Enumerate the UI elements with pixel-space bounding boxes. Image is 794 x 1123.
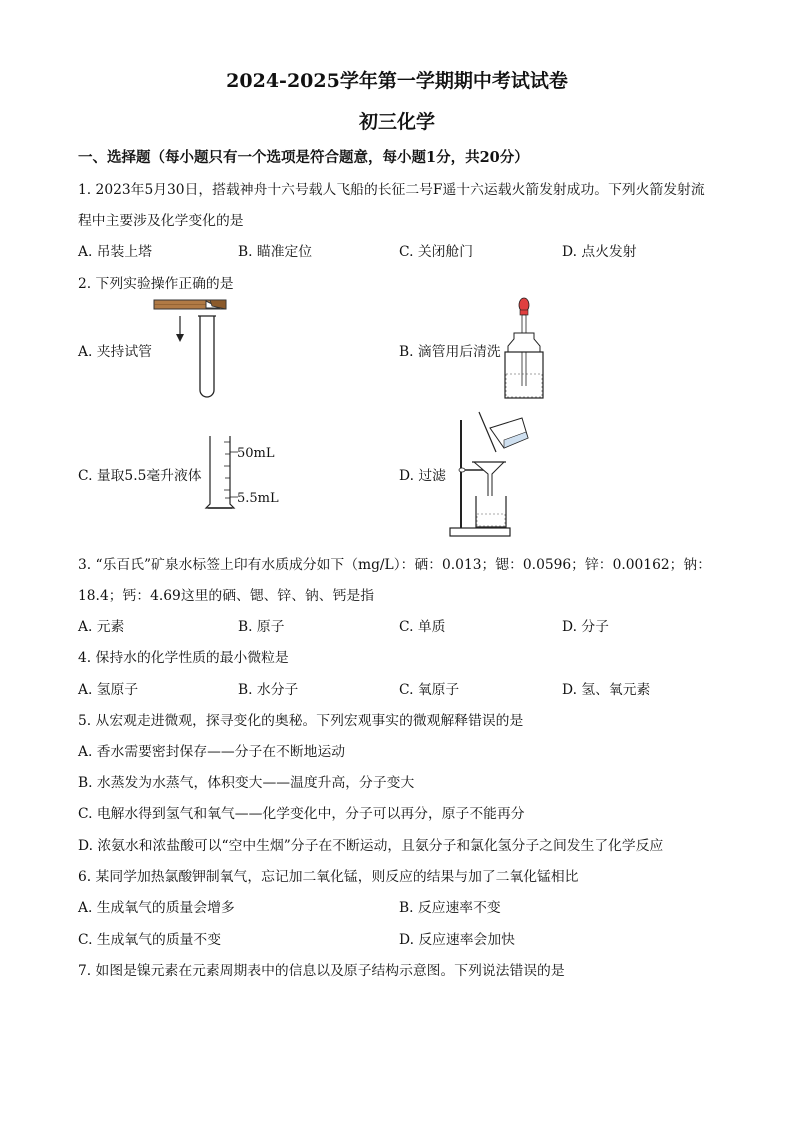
q5-option-a: A. 香水需要密封保存——分子在不断地运动: [78, 744, 346, 760]
q5-option-c: C. 电解水得到氢气和氧气——化学变化中，分子可以再分，原子不能再分: [78, 806, 525, 822]
cylinder-label-50ml: 50mL: [237, 446, 275, 461]
q3-option-d: D. 分子: [562, 619, 609, 635]
q5-option-d: D. 浓氨水和浓盐酸可以“空中生烟”分子在不断运动，且氨分子和氯化氢分子之间发生了化学反应: [78, 838, 664, 854]
question-6-stem: 6. 某同学加热氯酸钾制氧气，忘记加二氧化锰，则反应的结果与加了二氧化锰相比: [78, 869, 579, 885]
q2-option-c: C. 量取5.5毫升液体: [78, 468, 202, 484]
q1-option-d: D. 点火发射: [562, 244, 637, 260]
q4-option-a: A. 氢原子: [78, 682, 139, 698]
q2-option-b: B. 滴管用后清洗: [399, 344, 501, 360]
q1-option-c: C. 关闭舱门: [399, 244, 474, 260]
section-heading: 一、选择题（每小题只有一个选项是符合题意，每小题1分，共20分）: [78, 149, 529, 166]
q6-option-a: A. 生成氧气的质量会增多: [78, 900, 235, 916]
q3-option-c: C. 单质: [399, 619, 446, 635]
q6-option-d: D. 反应速率会加快: [399, 932, 515, 948]
q4-option-c: C. 氧原子: [399, 682, 460, 698]
cylinder-label-5-5ml: 5.5mL: [237, 491, 279, 506]
q4-option-b: B. 水分子: [238, 682, 299, 698]
question-5-stem: 5. 从宏观走进微观，探寻变化的奥秘。下列宏观事实的微观解释错误的是: [78, 713, 524, 729]
q3-option-b: B. 原子: [238, 619, 285, 635]
question-3-line-2: 18.4；钙：4.69这里的硒、锶、锌、钠、钙是指: [78, 588, 374, 604]
q6-option-b: B. 反应速率不变: [399, 900, 501, 916]
q6-option-c: C. 生成氧气的质量不变: [78, 932, 222, 948]
question-4-stem: 4. 保持水的化学性质的最小微粒是: [78, 650, 289, 666]
q1-option-b: B. 瞄准定位: [238, 244, 313, 260]
graduated-cylinder-icon: [204, 432, 294, 514]
question-7-stem: 7. 如图是镍元素在元素周期表中的信息以及原子结构示意图。下列说法错误的是: [78, 963, 565, 979]
question-1-line-2: 程中主要涉及化学变化的是: [78, 213, 244, 229]
q5-option-b: B. 水蒸发为水蒸气，体积变大——温度升高，分子变大: [78, 775, 415, 791]
q1-option-a: A. 吊装上塔: [78, 244, 152, 260]
dropper-bottle-icon: [500, 296, 550, 402]
question-2-stem: 2. 下列实验操作正确的是: [78, 276, 234, 292]
q2-option-d: D. 过滤: [399, 468, 446, 484]
filtration-apparatus-icon: [446, 410, 532, 540]
question-3-line-1: 3. “乐百氏”矿泉水标签上印有水质成分如下（mg/L）：硒：0.013；锶：0.0596；锌：0.00162；钠：: [78, 557, 712, 573]
page-subtitle: 初三化学: [358, 111, 435, 133]
test-tube-clamp-icon: [150, 298, 250, 400]
q4-option-d: D. 氢、氧元素: [562, 682, 651, 698]
q2-option-a: A. 夹持试管: [78, 344, 152, 360]
question-1-line-1: 1. 2023年5月30日，搭载神舟十六号载人飞船的长征二号F遥十六运载火箭发射成功。下列火箭发射流: [78, 182, 705, 198]
q3-option-a: A. 元素: [78, 619, 125, 635]
page-title: 2024-2025学年第一学期期中考试试卷: [226, 70, 568, 92]
